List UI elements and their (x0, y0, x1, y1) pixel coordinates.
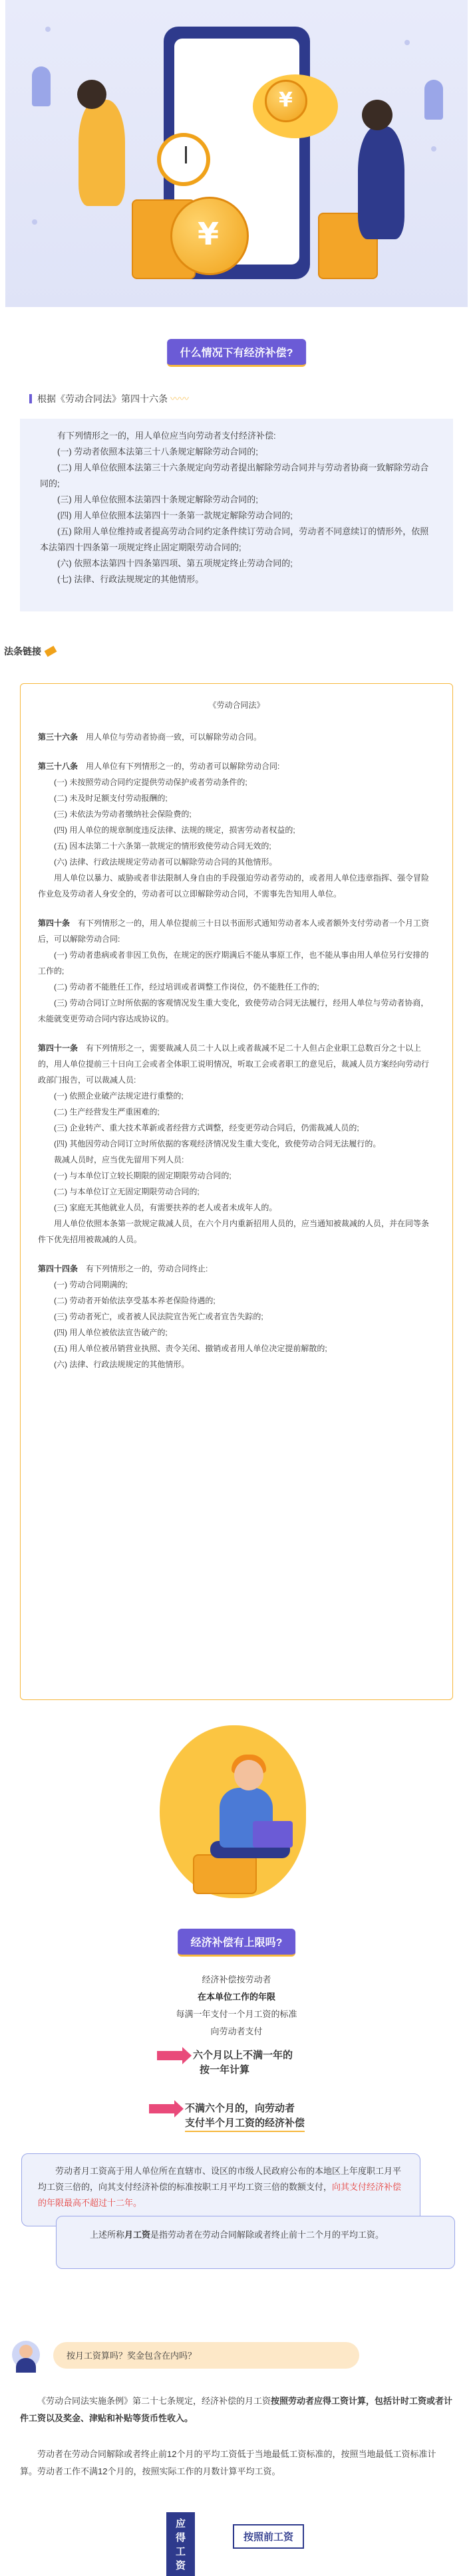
article-item: (六) 法律、行政法规规定的其他情形。 (54, 1360, 190, 1369)
arrow-icon (149, 2104, 176, 2113)
article-item: (一) 未按照劳动合同约定提供劳动保护或者劳动条件的; (54, 778, 247, 787)
accent-bar (29, 394, 32, 403)
article-38 (38, 758, 435, 902)
article-item: (三) 劳动合同订立时所依据的客观情况发生重大变化，致使劳动合同无法履行，经用人单位与劳动者协商，未能就变更劳动合同内容达成协议的。 (38, 998, 429, 1023)
law-reference (29, 392, 189, 405)
plant-icon (424, 80, 443, 120)
decor-dot (404, 40, 410, 45)
note-bold: 月工资 (124, 2230, 151, 2240)
article-item: (五) 用人单位被吊销营业执照、责令关闭、撤销或者用人单位决定提前解散的; (54, 1344, 327, 1353)
conditions-intro: 有下列情形之一的，用人单位应当向劳动者支付经济补偿: (57, 431, 276, 441)
law-link-tag (4, 645, 56, 658)
note-text: 是指劳动者在劳动合同解除或者终止前十二个月的平均工资。 (150, 2230, 385, 2240)
article-item: (二) 生产经营发生严重困难的; (54, 1107, 160, 1117)
decor-dot (32, 219, 37, 225)
paragraph-text: 《劳动合同法实施条例》第二十七条规定，经济补偿的月工资 (37, 2396, 271, 2406)
article-36 (38, 729, 435, 745)
condition-item: (五) 除用人单位维持或者提高劳动合同约定条件续订劳动合同，劳动者不同意续订的情形外，依照本法第四十四条第一项规定终止固定期限劳动合同的; (40, 526, 429, 552)
article-text: 有下列情形之一的，用人单位提前三十日以书面形式通知劳动者本人或者额外支付劳动者一个月工资后，可以解除劳动合同: (38, 918, 430, 944)
article-item: (二) 劳动者开始依法享受基本养老保险待遇的; (54, 1296, 216, 1305)
article-item: (一) 与本单位订立较长期限的固定期限劳动合同的; (54, 1171, 232, 1180)
article-item: (四) 用人单位被依法宣告破产的; (54, 1328, 168, 1337)
article-item: (三) 企业转产、重大技术革新或者经营方式调整，经变更劳动合同后，仍需裁减人员的; (54, 1123, 359, 1132)
avatar (12, 2341, 40, 2369)
law-text-box (20, 683, 453, 1700)
article-text: 用人单位与劳动者协商一致，可以解除劳动合同。 (78, 732, 262, 742)
article-number: 第四十四条 (38, 1264, 79, 1273)
law-link-label: 法条链接 (4, 646, 41, 657)
condition-item: (六) 依照本法第四十四条第四项、第五项规定终止劳动合同的; (57, 558, 293, 568)
arrow-icon (157, 2051, 184, 2060)
article-paragraph: 用人单位依照本条第一款规定裁减人员，在六个月内重新招用人员的，应当通知被裁减的人员，并在同等条件下优先招用被裁减的人员。 (38, 1219, 430, 1244)
note-highlight: 向其支付经济补偿的年限最高不超过十二年。 (38, 2182, 402, 2208)
condition-item: (七) 法律、行政法规规定的其他情形。 (57, 574, 204, 584)
article-item: (一) 依照企业破产法规定进行重整的; (54, 1091, 184, 1101)
article-item: (六) 法律、行政法规规定劳动者可以解除劳动合同的其他情形。 (54, 857, 277, 867)
note-text: 劳动者月工资高于用人单位所在直辖市、设区的市级人民政府公布的本地区上年度职工月平均工资三倍的，向其支付经济补偿的标准按职工月平均工资三倍的数额支付， (38, 2166, 402, 2192)
callout-line: 不满六个月的，向劳动者 (185, 2103, 295, 2114)
question-bubble: 按月工资算吗？奖金包含在内吗？ (53, 2342, 359, 2369)
person-head (234, 1760, 263, 1790)
wave-decoration: 〰〰 (170, 393, 189, 404)
article-item: (二) 与本单位订立无固定期限劳动合同的; (54, 1187, 200, 1196)
yen-coin-icon: ¥ (265, 80, 307, 122)
paragraph-bold: 按照劳动者应得工资计算，包括计时工资或者计件工资以及奖金、津贴和补贴等货币性收入。 (20, 2396, 453, 2423)
condition-item: (三) 用人单位依照本法第四十条规定解除劳动合同的; (57, 494, 258, 504)
article-paragraph: 裁减人员时，应当优先留用下列人员: (54, 1155, 184, 1164)
article-number: 第三十六条 (38, 732, 79, 742)
callout-line: 六个月以上不满一年的 (193, 2050, 293, 2061)
article-text: 有下列情形之一，需要裁减人员二十人以上或者裁减不足二十人但占企业职工总数百分之十以上的，用人单位提前三十日向工会或者全体职工说明情况，听取工会或者职工的意见后，裁减人员方案经向劳动行政部门报告，可以裁减人员: (38, 1043, 430, 1085)
hero-illustration (5, 0, 468, 307)
law-box-title: 《劳动合同法》 (208, 700, 265, 710)
person-figure-right (358, 126, 404, 239)
article-text: 有下列情形之一的，劳动合同终止: (78, 1264, 208, 1273)
rule-line: 经济补偿按劳动者 (202, 1975, 271, 1985)
article-item: (三) 未依法为劳动者缴纳社会保险费的; (54, 809, 192, 819)
callout-line: 支付半个月工资的经济补偿 (185, 2116, 305, 2132)
article-item: (二) 未及时足额支付劳动报酬的; (54, 794, 168, 803)
rule-line: 在本单位工作的年限 (197, 1992, 275, 2002)
compensation-rule (0, 1971, 473, 2040)
article-44 (38, 1261, 435, 1372)
note-monthly-wage (56, 2216, 455, 2269)
previous-wage-button[interactable]: 按照前工资 (233, 2524, 304, 2549)
note-text: 上述所称 (90, 2230, 125, 2240)
condition-item: (四) 用人单位依照本法第四十一条第一款规定解除劳动合同的; (57, 510, 293, 520)
condition-item: (二) 用人单位依照本法第三十六条规定向劳动者提出解除劳动合同并与劳动者协商一致解除劳动合同的; (40, 463, 429, 488)
article-number: 第三十八条 (38, 762, 79, 771)
section-title-cap: 经济补偿有上限吗? (178, 1929, 296, 1957)
decor-dot (431, 146, 436, 152)
person-head-right (362, 100, 393, 130)
article-number: 第四十条 (38, 918, 71, 928)
person-figure-left (79, 100, 125, 206)
article-item: (一) 劳动合同期满的; (54, 1280, 128, 1289)
clock-icon (157, 133, 210, 186)
article-text: 用人单位有下列情形之一的，劳动者可以解除劳动合同: (78, 762, 280, 771)
decor-dot (45, 27, 51, 32)
laptop-icon (253, 1821, 293, 1848)
article-item: (五) 因本法第二十六条第一款规定的情形致使劳动合同无效的; (54, 841, 271, 851)
article-item: (三) 劳动者死亡，或者被人民法院宣告死亡或者宣告失踪的; (54, 1312, 263, 1321)
conditions-box (20, 419, 453, 611)
article-item: (四) 用人单位的规章制度违反法律、法规的规定，损害劳动者权益的; (54, 825, 295, 835)
qa-row (12, 2338, 451, 2373)
article-41 (38, 1040, 435, 1247)
coin-stack-icon (193, 1854, 257, 1894)
earned-wage-button[interactable]: 应得工资 (166, 2512, 195, 2576)
worker-illustration (153, 1721, 319, 1907)
article-number: 第四十一条 (38, 1043, 79, 1053)
article-item: (四) 其他因劳动合同订立时所依据的客观经济情况发生重大变化，致使劳动合同无法履行的。 (54, 1139, 381, 1148)
yen-coin-icon: ¥ (170, 197, 249, 275)
gavel-icon (45, 646, 57, 657)
condition-item: (一) 劳动者依照本法第三十八条规定解除劳动合同的; (57, 447, 258, 457)
paragraph-minimum-wage: 劳动者在劳动合同解除或者终止前12个月的平均工资低于当地最低工资标准的，按照当地最低工资标准计算。劳动者工作不满12个月的，按照实际工作的月数计算平均工资。 (20, 2449, 436, 2476)
article-item: (一) 劳动者患病或者非因工负伤，在规定的医疗期满后不能从事原工作，也不能从事由用人单位另行安排的工作的; (38, 950, 429, 976)
plant-icon (32, 66, 51, 106)
paragraph-regulation (20, 2393, 453, 2427)
callout-line: 按一年计算 (200, 2064, 250, 2076)
article-item: (二) 劳动者不能胜任工作，经过培训或者调整工作岗位，仍不能胜任工作的; (54, 982, 319, 992)
callout-under-six-months (185, 2101, 305, 2132)
rule-line: 向劳动者支付 (210, 2026, 263, 2036)
article-40 (38, 915, 435, 1027)
callout-over-six-months (193, 2048, 293, 2078)
article-paragraph: 用人单位以暴力、威胁或者非法限制人身自由的手段强迫劳动者劳动的，或者用人单位违章指挥、强令冒险作业危及劳动者人身安全的，劳动者可以立即解除劳动合同，不需事先告知用人单位。 (38, 873, 430, 899)
law-reference-text: 根据《劳动合同法》第四十六条 (37, 393, 168, 404)
rule-line: 每满一年支付一个月工资的标准 (176, 2009, 297, 2019)
article-item: (三) 家庭无其他就业人员，有需要扶养的老人或者未成年人的。 (54, 1203, 277, 1212)
section-title-compensation: 什么情况下有经济补偿? (167, 339, 307, 367)
person-head-left (77, 80, 106, 109)
